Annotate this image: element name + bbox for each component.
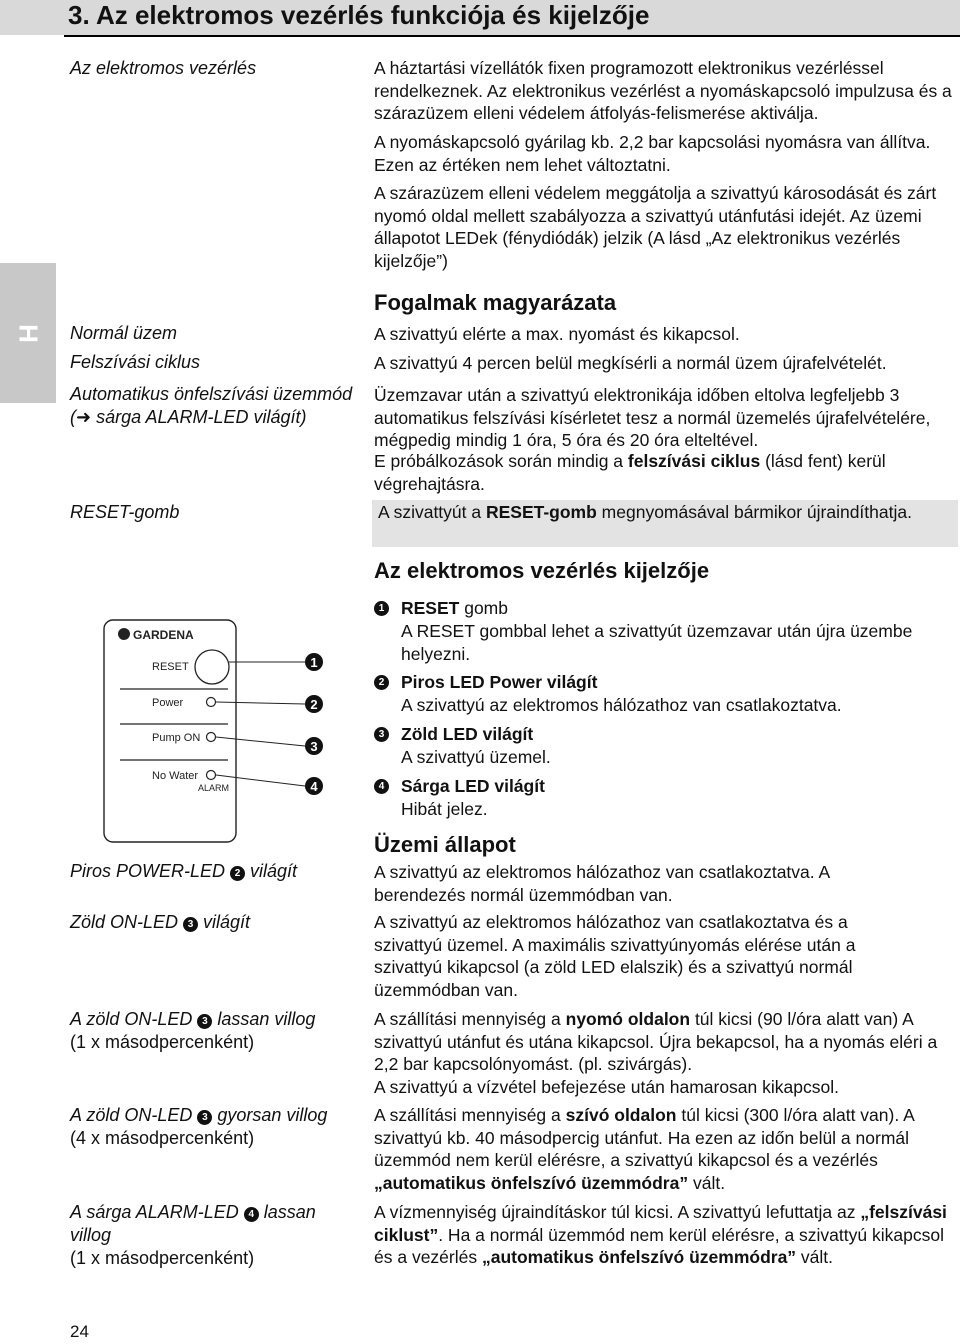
status-label-1a: Zöld ON-LED [70, 912, 184, 932]
gardena-logo-icon [118, 628, 130, 640]
status-text-2a: A szállítási mennyiség a [374, 1009, 566, 1029]
status-label-4a: A sárga ALARM-LED [70, 1202, 244, 1222]
text-auto-priming-2b: felszívási ciklus [627, 451, 761, 471]
intro-paragraph-2: A nyomáskapcsoló gyárilag kb. 2,2 bar kapcsolási nyomásra van állítva. Ezen az értéken nem lehet változtatni. [374, 132, 931, 175]
control-panel-diagram [100, 612, 340, 844]
status-label-1b: világít [198, 912, 251, 932]
status-label-0b: világít [245, 861, 298, 881]
status-num-1: 3 [183, 917, 198, 932]
item-4-desc: Hibát jelez. [401, 799, 488, 819]
item-1-title-rest: gomb [459, 598, 508, 618]
title-rule [64, 35, 960, 37]
language-tab [0, 263, 56, 403]
callout-1-num: 1 [310, 655, 318, 670]
item-3-title: Zöld LED világít [401, 724, 534, 744]
status-label-power-led [70, 860, 360, 883]
reset-button-circle [195, 650, 229, 684]
callout-4-num: 4 [310, 779, 318, 794]
arrow-icon: ➜ [76, 407, 92, 427]
status-label-on-led-fast [70, 1104, 360, 1150]
status-text-4a: A vízmennyiség újraindításkor túl kicsi. A szivattyú lefuttatja az [374, 1202, 861, 1222]
intro-paragraph-3: A szárazüzem elleni védelem meggátolja a szivattyú károsodását és zárt nyomó oldal mellett szabályozza a szivattyú utánfutási idejét. Az üzemi állapotot LEDek (fénydiódák) jelzik (A lásd „Az elektronikus vezérlés kijelzője”) [374, 183, 937, 271]
section-label-electronic-control: Az elektromos vezérlés [70, 58, 257, 78]
status-label-on-led-slow [70, 1008, 360, 1054]
status-text-2d: A szivattyú a vízvétel befejezése után hamarosan kikapcsol. [374, 1076, 839, 1097]
status-label-3a: A zöld ON-LED [70, 1105, 198, 1125]
status-label-3c: (4 x másodpercenként) [70, 1128, 255, 1148]
status-label-2b: lassan villog [212, 1009, 316, 1029]
status-text-3d: „automatikus önfelszívó üzemmódra” [374, 1172, 689, 1193]
alarm-led-icon [207, 771, 216, 780]
panel-brand: GARDENA [133, 628, 194, 642]
label-auto-priming-b: sárga ALARM-LED világít) [91, 407, 307, 427]
status-text-on-led: A szivattyú az elektromos hálózathoz van csatlakoztatva és a szivattyú üzemel. A maximális szivattyúnyomás elérése után a szivattyú kikapcsol (a zöld LED elalszik) és a szivattyú normál üzemmódban van. [374, 912, 856, 1000]
status-label-alarm-led [70, 1201, 360, 1270]
status-text-4d: „automatikus önfelszívó üzemmódra” [481, 1247, 797, 1267]
intro-paragraph-1: A háztartási vízellátók fixen programozott elektronikus vezérléssel rendelkeznek. Az elektronikus vezérlést a nyomáskapcsoló impulzusa és a szárazüzem elleni védelem átfolyás-felismerése aktiválja. [374, 58, 952, 123]
status-text-on-led-fast [374, 1104, 929, 1194]
callout-2-num: 2 [310, 697, 318, 712]
item-2-desc: A szivattyú az elektromos hálózathoz van csatlakoztatva. [401, 695, 842, 715]
callout-3-num: 3 [310, 739, 318, 754]
language-tab-label: H [13, 324, 44, 343]
text-auto-priming-2c: (lásd fent) kerül végrehajtásra. [374, 451, 886, 494]
item-2-title: Piros LED Power világít [401, 672, 598, 692]
status-text-alarm-led [374, 1201, 954, 1269]
status-text-power-led: A szivattyú az elektromos hálózathoz van csatlakoztatva. A berendezés normál üzemmódban van. [374, 862, 830, 905]
status-label-3b: gyorsan villog [212, 1105, 328, 1125]
text-priming-cycle: A szivattyú 4 percen belül megkísérli a normál üzem újrafelvételét. [374, 353, 887, 373]
status-num-3: 3 [197, 1110, 212, 1125]
status-text-3e: vált. [688, 1172, 726, 1193]
status-num-0: 2 [230, 866, 245, 881]
status-label-2a: A zöld ON-LED [70, 1009, 198, 1029]
item-4-title: Sárga LED világít [401, 776, 545, 796]
power-led-icon [207, 698, 216, 707]
pump-on-led-icon [207, 733, 216, 742]
status-label-on-led [70, 911, 360, 934]
label-normal-mode: Normál üzem [70, 323, 178, 343]
page-title: 3. Az elektromos vezérlés funkciója és kijelzője [68, 0, 650, 30]
item-number-1: 1 [374, 601, 389, 616]
text-reset-note [378, 501, 948, 524]
status-text-2c: túl kicsi (90 l/óra alatt van) A szivattyú utánfut és utána kikapcsol. Újra bekapcsol, ha a nyomás eléri a 2,2 bar kapcsolónyomást. (pl. szivárgás). [374, 1009, 938, 1074]
item-number-3: 3 [374, 727, 389, 742]
item-3-desc: A szivattyú üzemel. [401, 747, 551, 767]
text-auto-priming: Üzemzavar után a szivattyú elektronikája időben eltolva legfeljebb 3 automatikus felszívási kísérletet tesz a normál üzemelés újrafelvételére, mégpedig mindig 1 óra, 5 óra és 20 óra elteltével. [374, 385, 931, 450]
text-normal-mode: A szivattyú elérte a max. nyomást és kikapcsol. [374, 324, 740, 344]
panel-pump-on-label: Pump ON [152, 732, 201, 744]
status-text-4b: „felszívási ciklust” [374, 1202, 947, 1245]
status-label-4c: (1 x másodpercenként) [70, 1248, 255, 1268]
text-auto-priming-2a: E próbálkozások során mindig a [374, 451, 628, 471]
panel-no-water-label: No Water [152, 770, 199, 782]
status-label-2c: (1 x másodpercenként) [70, 1032, 255, 1052]
status-num-2: 3 [197, 1014, 212, 1029]
status-text-4c: . Ha a normál üzemmód nem kerül elérésre, a szivattyú kikapcsol és a vezérlés [374, 1224, 944, 1267]
label-auto-priming [70, 383, 360, 429]
item-number-4: 4 [374, 779, 389, 794]
status-text-3a: A szállítási mennyiség a [374, 1105, 566, 1125]
panel-alarm-label: ALARM [198, 783, 230, 793]
glossary-heading: Fogalmak magyarázata [374, 290, 617, 315]
status-text-4e: vált. [796, 1247, 834, 1267]
text-reset-c: megnyomásával bármikor újraindíthatja. [596, 502, 912, 522]
display-heading: Az elektromos vezérlés kijelzője [374, 558, 710, 583]
text-reset-a: A szivattyút a [378, 502, 486, 522]
label-auto-priming-a: Automatikus önfelszívási üzemmód ( [70, 384, 353, 427]
item-1-title: RESET [401, 598, 460, 618]
status-label-0a: Piros POWER-LED [70, 861, 231, 881]
status-text-on-led-slow [374, 1008, 954, 1098]
status-num-4: 4 [244, 1207, 259, 1222]
status-text-2b: nyomó oldalon [565, 1009, 691, 1029]
text-auto-priming-2 [374, 450, 954, 495]
status-label-4b: lassan villog [70, 1202, 316, 1245]
panel-power-label: Power [152, 697, 184, 709]
label-reset-button: RESET-gomb [70, 502, 180, 522]
page-number: 24 [70, 1322, 89, 1341]
panel-reset-label: RESET [152, 661, 189, 673]
status-text-3c: túl kicsi (300 l/óra alatt van). A szivattyú kb. 40 másodpercig utánfut. Ha ezen az időn belül a normál üzemmód nem kerül elérésre, a szivattyú kikapcsol és a vezérlés [374, 1105, 914, 1170]
label-priming-cycle: Felszívási ciklus [70, 352, 201, 372]
text-reset-b: RESET-gomb [485, 502, 597, 522]
item-number-2: 2 [374, 675, 389, 690]
operating-heading: Üzemi állapot [374, 832, 516, 857]
item-1-desc: A RESET gombbal lehet a szivattyút üzemzavar után újra üzembe helyezni. [401, 621, 913, 664]
status-text-3b: szívó oldalon [565, 1105, 677, 1125]
